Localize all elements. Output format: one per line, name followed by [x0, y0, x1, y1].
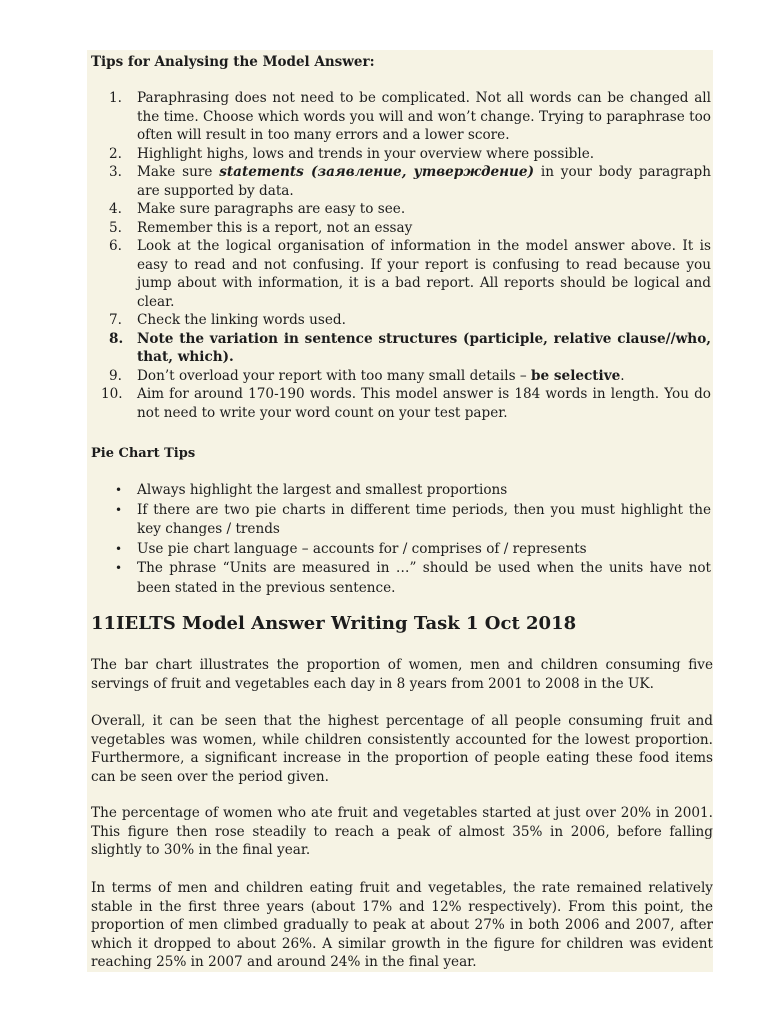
list-item: 6. Look at the logical organisation of information in the model answer above. It is easy to read and not confusing. If your report is confusing to read because you jump about with information, it is a bad report. All reports should be logical and clear. [109, 238, 711, 310]
bullet-icon: • [115, 483, 123, 497]
list-item: 4. Make sure paragraphs are easy to see. [109, 201, 406, 217]
tips-heading: Tips for Analysing the Model Answer: [91, 54, 375, 70]
list-item: 7. Check the linking words used. [109, 312, 346, 328]
list-item: 3. Make sure statements (заявление, утверждение) in your body paragraph are supported by data. [109, 164, 711, 199]
bullet-icon: • [115, 541, 123, 556]
paragraph-overview: Overall, it can be seen that the highest percentage of all people consuming fruit and vegetables was women, while children consistently accounted for the lowest proportion. Furthermore, a significant increase in the proportion of people eating these food items can be seen over the period given. [91, 713, 713, 785]
list-item: 1. Paraphrasing does not need to be complicated. Not all words can be changed all the time. Choose which words you will and won’t change. Trying to paraphrase too often will result in too many errors and a lower score. [109, 90, 711, 143]
paragraph-women: The percentage of women who ate fruit and vegetables started at just over 20% in 2001. This figure then rose steadily to reach a peak of almost 35% in 2006, before falling slightly to 30% in the final year. [91, 805, 713, 858]
list-item: 10. Aim for around 170-190 words. This model answer is 184 words in length. You do not need to write your word count on your test paper. [101, 386, 711, 421]
list-item: • Use pie chart language – accounts for / comprises of / represents [91, 540, 713, 560]
list-item: 2. Highlight highs, lows and trends in your overview where possible. [109, 145, 595, 162]
strong-text: be selective [531, 367, 621, 384]
list-item: 9. Don’t overload your report with too many small details – be selective. [109, 367, 625, 384]
model-answer-title: 11IELTS Model Answer Writing Task 1 Oct 2018 [91, 613, 577, 634]
paragraph-intro: The bar chart illustrates the proportion of women, men and children consuming five servings of fruit and vegetables each day in 8 years from 2001 to 2008 in the UK. [91, 657, 713, 692]
bullet-icon: • [115, 561, 123, 575]
list-item: • Always highlight the largest and smallest proportions [91, 481, 713, 501]
bullet-icon: • [115, 502, 123, 517]
tips-list [91, 89, 713, 422]
list-item: • If there are two pie charts in different time periods, then you must highlight the key changes / trends [115, 501, 711, 537]
list-item: • The phrase “Units are measured in …” should be used when the units have not been stated in the previous sentence. [115, 560, 711, 596]
list-item: 5. Remember this is a report, not an essay [109, 219, 413, 236]
list-item: 8. Note the variation in sentence structures (participle, relative clause//who, that, which). [109, 330, 711, 365]
pie-tips-list [91, 481, 713, 598]
paragraph-men-children: In terms of men and children eating fruit and vegetables, the rate remained relatively stable in the first three years (about 17% and 12% respectively). From this point, the proportion of men climbed gradually to peak at about 27% in both 2006 and 2007, after which it dropped to about 26%. A similar growth in the figure for children was evident reaching 25% in 2007 and around 24% in the final year. [91, 880, 713, 970]
emphasis-text: statements (заявление, утверждение) [219, 164, 535, 180]
document-page [87, 50, 713, 972]
pie-chart-tips-heading: Pie Chart Tips [91, 446, 196, 461]
